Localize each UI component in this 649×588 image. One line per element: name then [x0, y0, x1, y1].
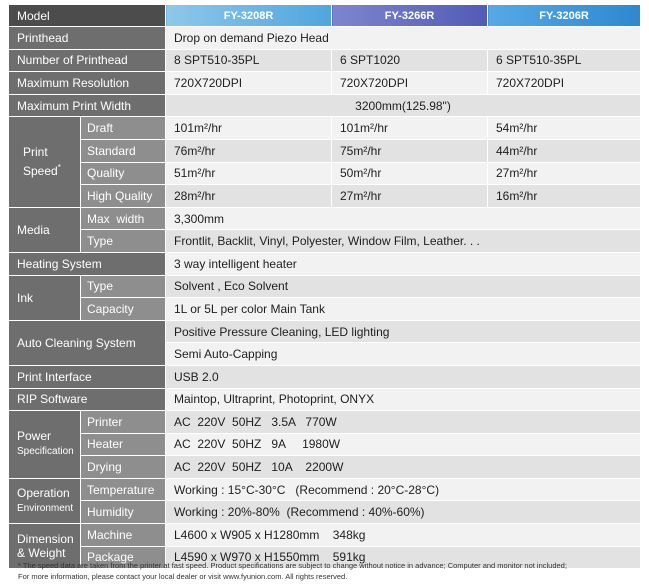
auto-cleaning-row [9, 320, 641, 343]
environment-item-value: Working : 20%-80% (Recommend : 40%-60%) [166, 501, 641, 524]
speed-row-draft [9, 117, 641, 140]
speed-value: 27m²/hr [488, 162, 641, 185]
spec-table [8, 4, 641, 569]
max-resolution-value: 720X720DPI [166, 72, 332, 95]
speed-mode-label: Draft [81, 117, 166, 140]
speed-value: 101m²/hr [332, 117, 488, 140]
speed-mode-label: Quality [81, 162, 166, 185]
max-width-label: Maximum Print Width [9, 94, 166, 117]
ink-label: Ink [9, 275, 81, 320]
power-row-drying [9, 456, 641, 479]
speed-value: 101m²/hr [166, 117, 332, 140]
header-row [9, 5, 641, 27]
num-printhead-value: 8 SPT510-35PL [166, 49, 332, 72]
max-resolution-row [9, 72, 641, 95]
media-label: Media [9, 207, 81, 252]
footnote-line1: * The speed data are taken from the printer at fast speed. Product specifications are subject to change without notice in advance; Computer and monitor not included; [18, 561, 567, 570]
model-fy-3206r: FY-3206R [488, 5, 641, 27]
power-row-heater [9, 433, 641, 456]
media-row-width [9, 207, 641, 230]
speed-value: 51m²/hr [166, 162, 332, 185]
rip-value: Maintop, Ultraprint, Photoprint, ONYX [166, 388, 641, 411]
speed-row-high-quality [9, 185, 641, 208]
model-fy-3266r: FY-3266R [332, 5, 488, 27]
power-item-label: Drying [81, 456, 166, 479]
environment-row-temperature [9, 478, 641, 501]
power-row-printer [9, 411, 641, 434]
environment-item-label: Humidity [81, 501, 166, 524]
media-width-label: Max width [81, 207, 166, 230]
footnote-line2: For more information, please contact your local dealer or visit www.fyunion.com. All rights reserved. [18, 572, 348, 581]
environment-label-line1: Operation [17, 485, 70, 500]
num-printhead-value: 6 SPT1020 [332, 49, 488, 72]
heating-label: Heating System [9, 252, 166, 275]
rip-label: RIP Software [9, 388, 166, 411]
print-speed-label [9, 117, 81, 207]
interface-value: USB 2.0 [166, 365, 641, 388]
power-item-value: AC 220V 50HZ 9A 1980W [166, 433, 641, 456]
speed-row-standard [9, 139, 641, 162]
print-speed-label-line1: Print [23, 145, 48, 160]
environment-item-value: Working : 15°C-30°C (Recommend : 20°C-28°C) [166, 478, 641, 501]
dimension-label-line2: & Weight [17, 546, 66, 561]
max-resolution-value: 720X720DPI [488, 72, 641, 95]
power-item-label: Printer [81, 411, 166, 434]
ink-row-type [9, 275, 641, 298]
ink-row-capacity [9, 298, 641, 321]
footnote [18, 560, 643, 582]
max-width-row [9, 94, 641, 117]
power-label [9, 411, 81, 479]
ink-type-value: Solvent , Eco Solvent [166, 275, 641, 298]
auto-cleaning-value: Positive Pressure Cleaning, LED lighting [166, 320, 641, 343]
max-resolution-label: Maximum Resolution [9, 72, 166, 95]
max-resolution-value: 720X720DPI [332, 72, 488, 95]
media-type-value: Frontlit, Backlit, Vinyl, Polyester, Window Film, Leather. . . [166, 230, 641, 253]
ink-capacity-value: 1L or 5L per color Main Tank [166, 298, 641, 321]
dimension-item-value: L4600 x W905 x H1280mm 348kg [166, 524, 641, 547]
interface-label: Print Interface [9, 365, 166, 388]
speed-value: 44m²/hr [488, 139, 641, 162]
power-item-value: AC 220V 50HZ 10A 2200W [166, 456, 641, 479]
ink-capacity-label: Capacity [81, 298, 166, 321]
media-type-label: Type [81, 230, 166, 253]
heating-value: 3 way intelligent heater [166, 252, 641, 275]
environment-row-humidity [9, 501, 641, 524]
speed-mode-label: Standard [81, 139, 166, 162]
auto-cleaning-value: Semi Auto-Capping [166, 343, 641, 366]
dimension-item-value: L4590 x W970 x H1550mm 591kg [166, 546, 641, 569]
speed-value: 75m²/hr [332, 139, 488, 162]
num-printhead-value: 6 SPT510-35PL [488, 49, 641, 72]
environment-item-label: Temperature [81, 478, 166, 501]
printhead-label: Printhead [9, 27, 166, 50]
dimension-item-label: Machine [81, 524, 166, 547]
print-speed-footnote-mark: * [57, 163, 61, 173]
media-row-type [9, 230, 641, 253]
dimension-item-label: Package [81, 546, 166, 569]
interface-row [9, 365, 641, 388]
environment-label-line2: Environment [17, 502, 74, 514]
max-width-value: 3200mm(125.98") [166, 94, 641, 117]
environment-label [9, 478, 81, 523]
num-printhead-row [9, 49, 641, 72]
auto-cleaning-label: Auto Cleaning System [9, 320, 166, 365]
power-label-line2: Specification [17, 446, 74, 458]
rip-row [9, 388, 641, 411]
power-item-value: AC 220V 50HZ 3.5A 770W [166, 411, 641, 434]
heating-row [9, 252, 641, 275]
speed-row-quality [9, 162, 641, 185]
dimension-row-machine [9, 524, 641, 547]
speed-value: 76m²/hr [166, 139, 332, 162]
printhead-value: Drop on demand Piezo Head [166, 27, 641, 50]
speed-value: 50m²/hr [332, 162, 488, 185]
printhead-row [9, 27, 641, 50]
ink-type-label: Type [81, 275, 166, 298]
model-fy-3208r: FY-3208R [166, 5, 332, 27]
media-width-value: 3,300mm [166, 207, 641, 230]
dimension-label-line1: Dimension [17, 532, 74, 547]
speed-value: 54m²/hr [488, 117, 641, 140]
speed-value: 27m²/hr [332, 185, 488, 208]
model-label: Model [9, 5, 166, 27]
num-printhead-label: Number of Printhead [9, 49, 166, 72]
print-speed-label-line2: Speed [23, 164, 58, 179]
power-item-label: Heater [81, 433, 166, 456]
speed-value: 16m²/hr [488, 185, 641, 208]
speed-value: 28m²/hr [166, 185, 332, 208]
power-label-line1: Power [17, 429, 52, 444]
speed-mode-label: High Quality [81, 185, 166, 208]
